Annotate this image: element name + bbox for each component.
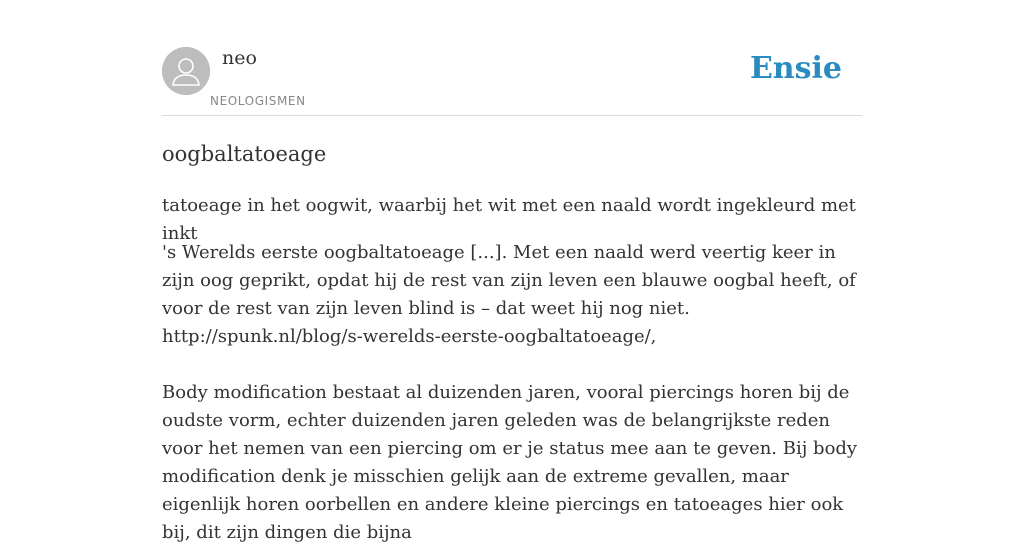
entry-example: 's Werelds eerste oogbaltatoeage [...]. Met een naald werd veertig keer in zijn oog geprikt, opdat hij de rest van zijn leven een blauwe oogbal heeft, of voor de rest van zijn leven blind is – dat weet hij nog niet. http://spunk.nl/blog/s-werelds-eerste-oogbaltatoeage/, Body modification bestaat al duizenden jaren, vooral piercings horen bij de oudste vorm, echter duizenden jaren geleden was de belangrijkste reden voor het nemen van een piercing om er je status mee aan te geven. Bij body modification denk je misschien gelijk aan de extreme gevallen, maar eigenlijk horen oorbellen en andere kleine piercings en tatoeages hier ook bij, dit zijn dingen die bijna: [162, 242, 858, 543]
entry-title: oogbaltatoeage: [162, 142, 327, 166]
brand-logo[interactable]: Ensie: [749, 51, 842, 86]
entry-definition: tatoeage in het oogwit, waarbij het wit met een naald wordt ingekleurd met inkt: [162, 195, 856, 244]
collection-label[interactable]: NEOLOGISMEN: [210, 94, 306, 108]
user-name-link[interactable]: neo: [222, 47, 257, 69]
content-container: [162, 0, 862, 543]
user-avatar-icon[interactable]: [162, 47, 210, 95]
header: [162, 0, 862, 116]
